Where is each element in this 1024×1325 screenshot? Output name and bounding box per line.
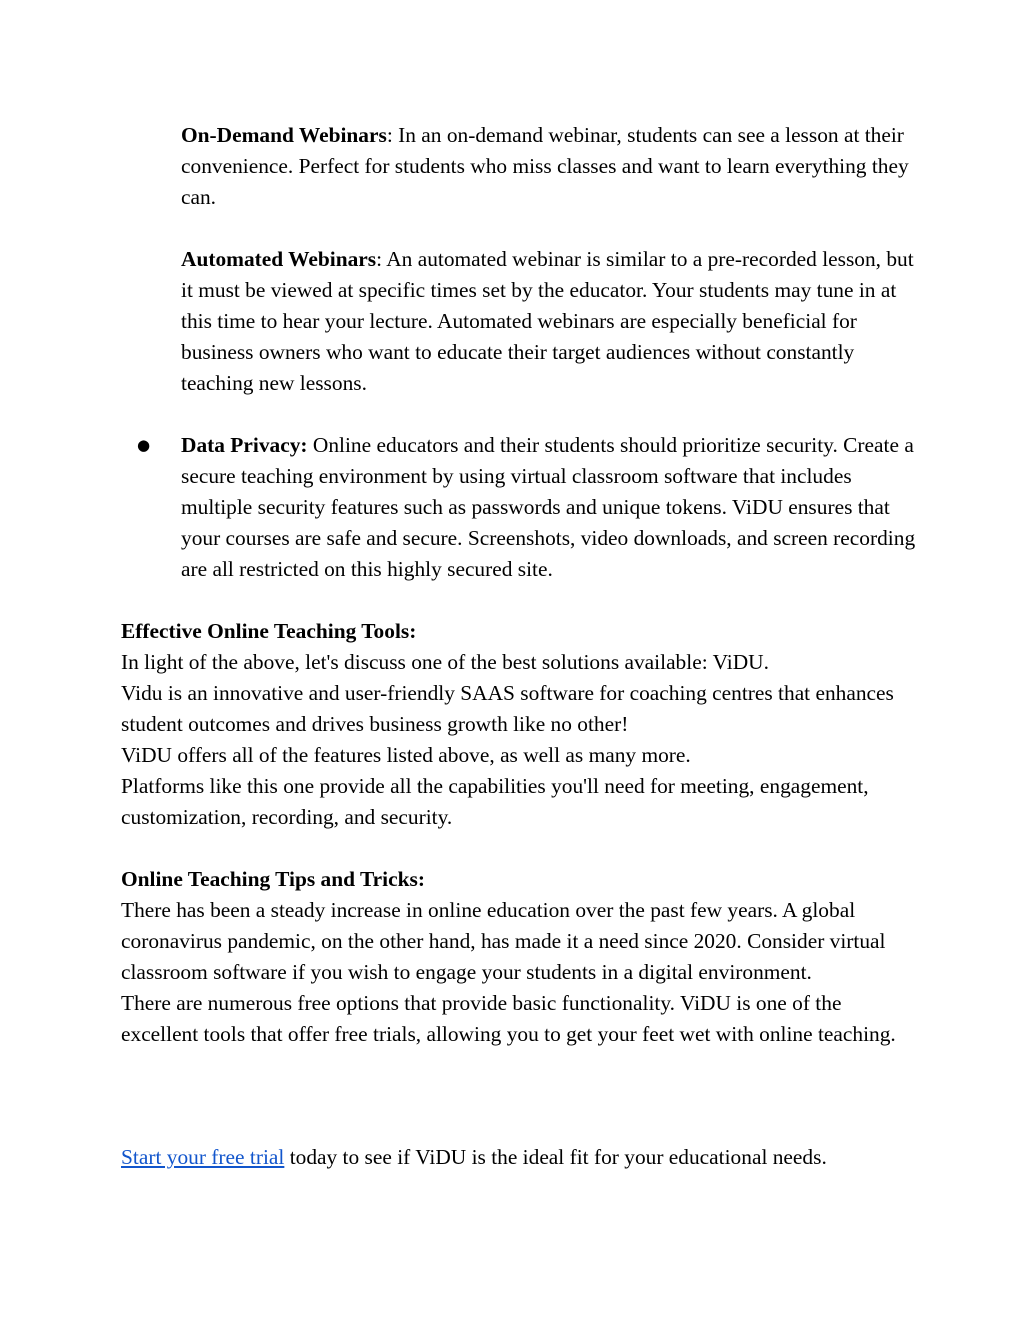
automated-webinars-text: : An automated webinar is similar to a pre-recorded lesson, but it must be viewed at specific times set by the educator. Your students may tune in at this time to hear your lecture. Automated webinars are especially beneficial for business owners who want to educate their target audiences without constantly teaching new lessons. xyxy=(181,247,914,395)
tools-line-3: ViDU offers all of the features listed above, as well as many more. xyxy=(121,743,691,767)
data-privacy-term: Data Privacy: xyxy=(181,433,308,457)
tools-heading: Effective Online Teaching Tools: xyxy=(121,619,417,643)
tools-line-4: Platforms like this one provide all the capabilities you'll need for meeting, engagement, customization, recording, and security. xyxy=(121,774,869,829)
automated-webinars-term: Automated Webinars xyxy=(181,247,377,271)
automated-webinars-paragraph xyxy=(181,244,921,399)
on-demand-webinars-paragraph xyxy=(181,120,921,213)
bullet-icon: ● xyxy=(137,436,151,454)
tips-heading: Online Teaching Tips and Tricks: xyxy=(121,867,425,891)
on-demand-webinars-term: On-Demand Webinars xyxy=(181,123,387,147)
tools-line-2: Vidu is an innovative and user-friendly SAAS software for coaching centres that enhances student outcomes and drives business growth like no other! xyxy=(121,681,894,736)
on-demand-webinars-text: : In an on-demand webinar, students can see a lesson at their convenience. Perfect for students who miss classes and want to learn everything they can. xyxy=(181,123,909,209)
tools-line-1: In light of the above, let's discuss one of the best solutions available: ViDU. xyxy=(121,650,769,674)
cta-text: today to see if ViDU is the ideal fit for your educational needs. xyxy=(284,1145,827,1169)
data-privacy-text: Online educators and their students should prioritize security. Create a secure teaching environment by using virtual classroom software that includes multiple security features such as passwords and unique tokens. ViDU ensures that your courses are safe and secure. Screenshots, video downloads, and screen recording are all restricted on this highly secured site. xyxy=(181,433,916,581)
tips-line-1: There has been a steady increase in online education over the past few years. A global coronavirus pandemic, on the other hand, has made it a need since 2020. Consider virtual classroom software if you wish to engage your students in a digital environment. xyxy=(121,898,886,984)
tips-line-2: There are numerous free options that provide basic functionality. ViDU is one of the excellent tools that offer free trials, allowing you to get your feet wet with online teaching. xyxy=(121,991,896,1046)
tools-section xyxy=(121,616,921,833)
tips-section xyxy=(121,864,921,1050)
data-privacy-paragraph xyxy=(181,430,927,585)
cta-paragraph xyxy=(121,1142,921,1173)
free-trial-link[interactable]: Start your free trial xyxy=(121,1145,285,1169)
